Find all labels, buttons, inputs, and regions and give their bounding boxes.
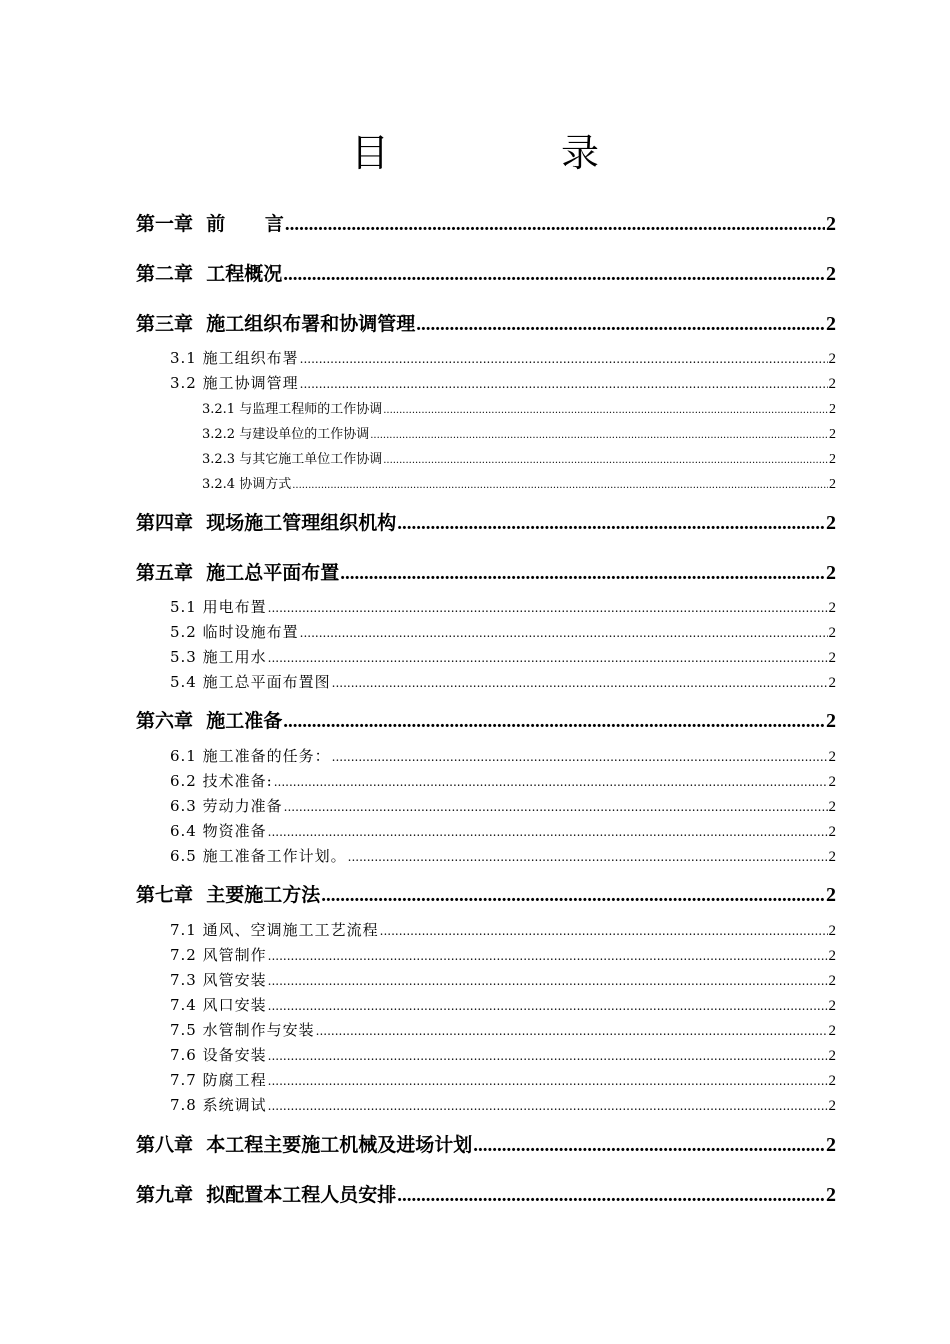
toc-entry-section-7-2[interactable] (170, 944, 836, 966)
toc-leader-dots (283, 711, 825, 733)
toc-page-number: 2 (826, 263, 836, 285)
toc-page-number: 2 (826, 710, 836, 732)
toc-leader-dots (283, 264, 825, 286)
toc-entry-label: 第四章 现场施工管理组织机构 (136, 512, 397, 534)
toc-entry-section-3-2-4[interactable] (202, 473, 836, 493)
toc-page-number: 2 (828, 774, 836, 790)
toc-entry-label: 6.5 施工准备工作计划。 (170, 847, 347, 865)
toc-entry-section-5-2[interactable] (170, 621, 836, 643)
toc-entry-section-7-6[interactable] (170, 1044, 836, 1066)
toc-entry-label: 6.1 施工准备的任务： (170, 747, 331, 765)
toc-entry-label: 3.2.1 与监理工程师的工作协调 (202, 402, 383, 417)
toc-page-number: 2 (828, 1023, 836, 1039)
toc-page-number: 2 (826, 213, 836, 235)
toc-entry-label: 第八章 本工程主要施工机械及进场计划 (136, 1134, 473, 1156)
toc-page-number: 2 (828, 973, 836, 989)
toc-entry-label: 第一章 前 言 (136, 213, 284, 235)
toc-page-number: 2 (829, 402, 836, 417)
toc-entry-section-3-1[interactable] (170, 347, 836, 369)
toc-leader-dots (383, 455, 828, 466)
toc-leader-dots (370, 430, 828, 441)
toc-page-number: 2 (826, 1184, 836, 1206)
toc-entry-label: 5.1 用电布置 (170, 598, 267, 616)
toc-entry-chapter-9[interactable] (136, 1180, 836, 1206)
toc-entry-label: 第三章 施工组织布署和协调管理 (136, 313, 416, 335)
toc-entry-label: 3.2 施工协调管理 (170, 374, 299, 392)
toc-leader-dots (285, 214, 825, 236)
toc-page-number: 2 (828, 749, 836, 765)
toc-page-number: 2 (826, 884, 836, 906)
toc-leader-dots (316, 1024, 828, 1038)
toc-entry-section-3-2-1[interactable] (202, 398, 836, 418)
toc-leader-dots (268, 974, 828, 988)
toc-entry-label: 6.3 劳动力准备 (170, 797, 283, 815)
toc-leader-dots (268, 825, 828, 839)
toc-entry-label: 第九章 拟配置本工程人员安排 (136, 1184, 397, 1206)
toc-entry-label: 5.4 施工总平面布置图 (170, 673, 331, 691)
toc-entry-chapter-6[interactable] (136, 706, 836, 732)
toc-leader-dots (321, 885, 825, 907)
toc-entry-label: 7.6 设备安装 (170, 1046, 267, 1064)
toc-page-number: 2 (828, 923, 836, 939)
toc-entry-section-6-5[interactable] (170, 845, 836, 867)
toc-entry-chapter-3[interactable] (136, 309, 836, 335)
toc-page-number: 2 (828, 849, 836, 865)
toc-entry-section-3-2[interactable] (170, 372, 836, 394)
toc-entry-label: 7.7 防腐工程 (170, 1071, 267, 1089)
toc-leader-dots (268, 651, 828, 665)
toc-leader-dots (268, 1099, 828, 1113)
toc-page-number: 2 (828, 948, 836, 964)
toc-entry-section-7-5[interactable] (170, 1019, 836, 1041)
toc-leader-dots (268, 1074, 828, 1088)
toc-entry-section-7-1[interactable] (170, 919, 836, 941)
toc-page-number: 2 (828, 650, 836, 666)
toc-page-number: 2 (828, 1048, 836, 1064)
toc-entry-label: 7.8 系统调试 (170, 1096, 267, 1114)
toc-page-number: 2 (828, 824, 836, 840)
toc-page-number: 2 (828, 600, 836, 616)
toc-page-number: 2 (826, 512, 836, 534)
toc-leader-dots (397, 1185, 825, 1207)
toc-entry-chapter-1[interactable] (136, 209, 836, 235)
toc-entry-label: 7.2 风管制作 (170, 946, 267, 964)
toc-entry-label: 7.1 通风、空调施工工艺流程 (170, 921, 379, 939)
toc-entry-label: 7.4 风口安装 (170, 996, 267, 1014)
toc-entry-label: 3.1 施工组织布署 (170, 349, 299, 367)
toc-page-number: 2 (826, 313, 836, 335)
toc-entry-label: 第二章 工程概况 (136, 263, 283, 285)
toc-entry-chapter-2[interactable] (136, 259, 836, 285)
toc-leader-dots (274, 775, 828, 789)
toc-leader-dots (380, 924, 828, 938)
toc-title: 目 录 (350, 131, 680, 175)
toc-entry-section-6-3[interactable] (170, 795, 836, 817)
toc-leader-dots (332, 750, 828, 764)
toc-entry-chapter-4[interactable] (136, 508, 836, 534)
toc-leader-dots (397, 513, 825, 535)
toc-entry-chapter-7[interactable] (136, 880, 836, 906)
toc-leader-dots (300, 626, 828, 640)
toc-leader-dots (300, 377, 828, 391)
toc-leader-dots (268, 1049, 828, 1063)
toc-entry-chapter-8[interactable] (136, 1130, 836, 1156)
toc-entry-label: 6.2 技术准备: (170, 772, 273, 790)
toc-leader-dots (268, 949, 828, 963)
toc-entry-label: 第六章 施工准备 (136, 710, 283, 732)
toc-entry-label: 6.4 物资准备 (170, 822, 267, 840)
toc-leader-dots (416, 314, 825, 336)
toc-entry-label: 7.3 风管安装 (170, 971, 267, 989)
toc-entry-label: 第七章 主要施工方法 (136, 884, 321, 906)
toc-page-number: 2 (828, 675, 836, 691)
toc-page-number: 2 (829, 452, 836, 467)
toc-leader-dots (268, 601, 828, 615)
toc-entry-label: 3.2.3 与其它施工单位工作协调 (202, 452, 383, 467)
toc-entry-section-7-3[interactable] (170, 969, 836, 991)
toc-page-number: 2 (828, 351, 836, 367)
toc-entry-section-6-2[interactable] (170, 770, 836, 792)
toc-leader-dots (292, 480, 828, 491)
toc-leader-dots (332, 676, 828, 690)
toc-leader-dots (348, 850, 828, 864)
toc-entry-label: 3.2.2 与建设单位的工作协调 (202, 427, 370, 442)
toc-entry-section-5-1[interactable] (170, 596, 836, 618)
toc-entry-section-7-8[interactable] (170, 1094, 836, 1116)
toc-page-number: 2 (828, 1098, 836, 1114)
toc-entry-section-6-1[interactable] (170, 745, 836, 767)
toc-leader-dots (268, 999, 828, 1013)
toc-leader-dots (300, 352, 828, 366)
toc-page-number: 2 (828, 376, 836, 392)
toc-entry-section-7-7[interactable] (170, 1069, 836, 1091)
toc-entry-section-7-4[interactable] (170, 994, 836, 1016)
toc-entry-label: 7.5 水管制作与安装 (170, 1021, 315, 1039)
toc-leader-dots (473, 1135, 825, 1157)
toc-page-number: 2 (829, 477, 836, 492)
toc-entry-chapter-5[interactable] (136, 558, 836, 584)
toc-page-number: 2 (828, 799, 836, 815)
toc-leader-dots (383, 405, 828, 416)
toc-page-number: 2 (826, 562, 836, 584)
toc-entry-label: 第五章 施工总平面布置 (136, 562, 340, 584)
toc-page-number: 2 (828, 625, 836, 641)
toc-page-number: 2 (829, 427, 836, 442)
toc-entry-section-6-4[interactable] (170, 820, 836, 842)
toc-page-number: 2 (828, 998, 836, 1014)
toc-entry-label: 5.2 临时设施布置 (170, 623, 299, 641)
toc-leader-dots (340, 563, 825, 585)
toc-leader-dots (284, 800, 828, 814)
toc-entry-section-5-4[interactable] (170, 671, 836, 693)
toc-page-number: 2 (826, 1134, 836, 1156)
toc-entry-section-3-2-3[interactable] (202, 448, 836, 468)
toc-entry-label: 3.2.4 协调方式 (202, 477, 292, 492)
toc-page-number: 2 (828, 1073, 836, 1089)
toc-entry-section-3-2-2[interactable] (202, 423, 836, 443)
toc-entry-section-5-3[interactable] (170, 646, 836, 668)
toc-entry-label: 5.3 施工用水 (170, 648, 267, 666)
